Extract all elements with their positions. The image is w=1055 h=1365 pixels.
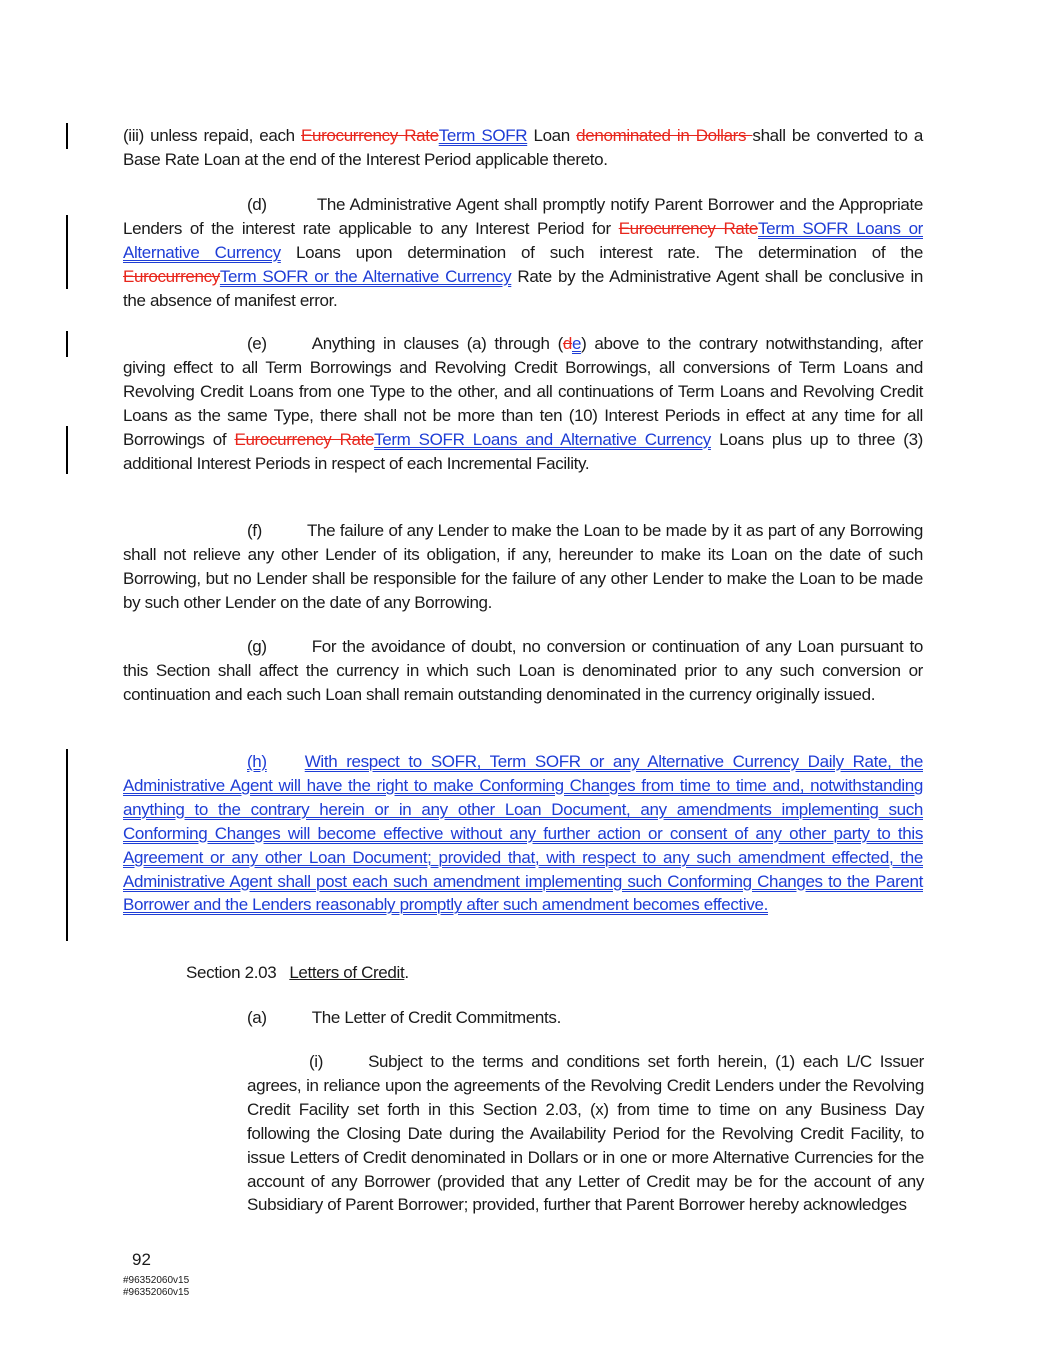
paragraph-e: [123, 332, 923, 475]
paragraph-f: [123, 519, 923, 615]
document-id: #96352060v15: [123, 1275, 190, 1286]
clause-label: (i): [309, 1052, 324, 1071]
change-bar: [66, 123, 68, 149]
change-bar: [66, 426, 68, 474]
deleted-text: Eurocurrency Rate: [234, 429, 375, 449]
inserted-text: Term SOFR Loans or Alternative Currency: [123, 218, 923, 262]
paragraph-i: [247, 1050, 924, 1217]
text-run: Rate by the Administrative Agent shall be conclusive in the absence of manifest error.: [123, 266, 924, 310]
document-id: #96352060v15: [123, 1287, 190, 1298]
inserted-text: With respect to SOFR, Term SOFR or any Alternative Currency Daily Rate, the Administrative Agent will have the right to make Conforming Changes from time to time and, notwithstanding anything to the contrary herein or in any other Loan Document, any amendments implementing such Conforming Changes will become effective without any further action or consent of any other party to this Agreement or any other Loan Document; provided that, with respect to any such amendment effected, the Administrative Agent shall post each such amendment implementing such Conforming Changes to the Parent Borrower and the Lenders reasonably promptly after such amendment becomes effective.: [123, 752, 923, 915]
inserted-text: Term SOFR Loans and Alternative Currency: [374, 429, 711, 449]
page-number: 92: [132, 1250, 151, 1269]
deleted-text: Eurocurrency Rate: [301, 126, 439, 145]
text-run: Anything in clauses (a) through (: [311, 334, 563, 353]
clause-label: (f): [247, 521, 262, 540]
change-bar: [66, 749, 68, 941]
clause-label: (h): [247, 752, 267, 771]
paragraph-h: [123, 750, 923, 917]
clause-label: (d): [247, 195, 267, 214]
text-run: .: [404, 963, 409, 982]
clause-label: (g): [247, 637, 267, 656]
inserted-text: Term SOFR: [438, 126, 528, 145]
paragraph-iii: [123, 124, 923, 172]
deleted-text: Eurocurrency Rate: [618, 218, 759, 238]
text-run: The Letter of Credit Commitments.: [311, 1008, 561, 1027]
section-title: Letters of Credit: [289, 963, 405, 982]
clause-label: (e): [247, 334, 267, 353]
text-run: The failure of any Lender to make the Loan to be made by it as part of any Borrowing shall not relieve any other Lender of its obligation, if any, hereunder to make its Loan on the date of such Borrowing, but no Lender shall be responsible for the failure of any other Lender to make the Loan to be made by such other Lender on the date of any Borrowing.: [123, 521, 923, 612]
section-heading: [123, 961, 923, 985]
text-run: The Administrative Agent shall promptly notify Parent Borrower and the Appropriate Lenders of the interest rate applicable to any Interest Period for: [123, 195, 923, 238]
section-number: Section 2.03: [186, 963, 277, 982]
deleted-text: d: [562, 334, 572, 353]
deleted-text: denominated in Dollars: [576, 126, 753, 145]
text-run: Loans plus up to three (3) additional Interest Periods in respect of each Incremental Facility.: [123, 429, 923, 473]
inserted-text: e: [572, 334, 582, 353]
change-bar: [66, 215, 68, 289]
text-run: Subject to the terms and conditions set forth herein, (1) each L/C Issuer agrees, in reliance upon the agreements of the Revolving Credit Lenders under the Revolving Credit Facility set forth in this Section 2.03, (x) from time to time on any Business Day following the Closing Date during the Availability Period for the Revolving Credit Facility, to issue Letters of Credit denominated in Dollars or in one or more Alternative Currencies for the account of any Borrower (provided that any Letter of Credit may be for the account of any Subsidiary of Parent Borrower; provided, further that Parent Borrower hereby acknowledges: [247, 1052, 924, 1215]
text-run: shall be converted to a Base Rate Loan at the end of the Interest Period applicable thereto.: [123, 126, 924, 169]
clause-label: (a): [247, 1008, 267, 1027]
text-run: Loan: [527, 126, 577, 145]
deleted-text: Eurocurrency: [123, 266, 220, 286]
inserted-text: Term SOFR or the Alternative Currency: [219, 266, 512, 286]
paragraph-g: [123, 635, 923, 707]
text-run: For the avoidance of doubt, no conversion or continuation of any Loan pursuant to this Section shall affect the currency in which such Loan is denominated prior to any such conversion or continuation and each such Loan shall remain outstanding denominated in the currency originally issued.: [123, 637, 923, 704]
paragraph-d: [123, 193, 923, 313]
text-run: ) above to the contrary notwithstanding, after giving effect to all Term Borrowings and Revolving Credit Borrowings, all conversions of Term Loans and Revolving Credit Loans from one Type to the other, and all continuations of Term Loans and Revolving Credit Loans as the same Type, there shall not be more than ten (10) Interest Periods in effect at any time for all Borrowings of: [123, 334, 923, 449]
change-bar: [66, 331, 68, 357]
paragraph-a: [123, 1006, 923, 1030]
text-run: (iii) unless repaid, each: [123, 126, 302, 145]
text-run: Loans upon determination of such interest rate. The determination of the: [280, 242, 923, 262]
